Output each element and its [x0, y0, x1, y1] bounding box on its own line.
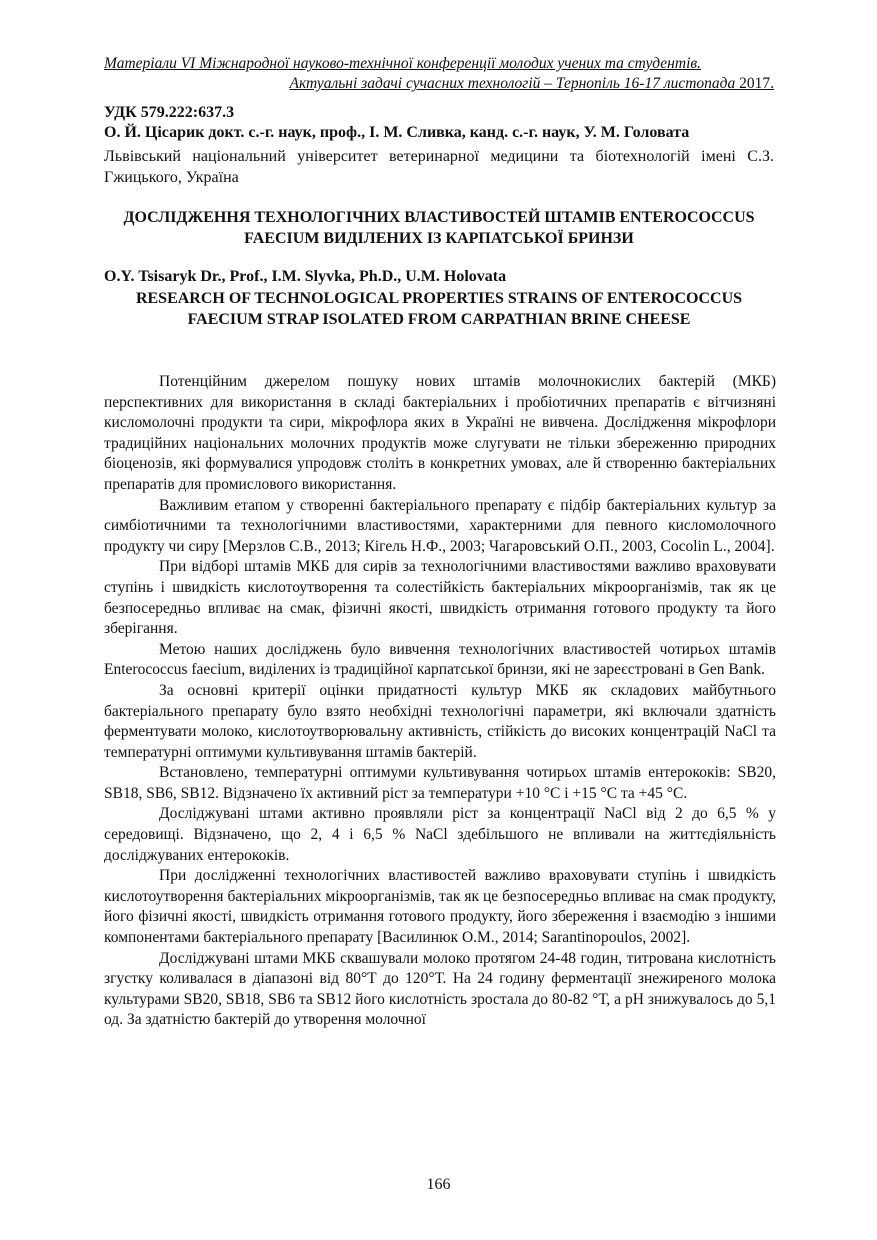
authors-english: O.Y. Tsisaryk Dr., Prof., I.M. Slyvka, Ph.D., U.M. Holovata [104, 268, 507, 285]
paragraph: Метою наших досліджень було вивчення технологічних властивостей чотирьох штамів Enterococcus faecium, виділених із традиційної карпатської бринзи, які не зареєстровані в Gen Bank. [104, 640, 776, 679]
article-body [104, 372, 776, 1031]
conference-header-line1: Матеріали VI Міжнародної науково-технічної конференції молодих учених та студентів. [104, 55, 701, 72]
conference-header-italic: Актуальні задачі сучасних технологій – Тернопіль 16-17 листопада [289, 75, 736, 92]
paragraph: Потенційним джерелом пошуку нових штамів молочнокислих бактерій (МКБ) перспективних для використання в складі бактеріальних і пробіотичних препаратів є вітчизняні кисломолочні продукти та сири, мікрофлора яких в Україні не вивчена. Дослідження мікрофлори традиційних національних молочних продуктів може слугувати не тільки збереженню природних біоценозів, які формувалися упродовж століть в конкретних умовах, але й створенню бактеріальних препаратів для промислового використання. [104, 373, 776, 493]
udc-code: УДК 579.222:637.3 [104, 104, 235, 121]
authors-ukrainian: О. Й. Цісарик докт. с.-г. наук, проф., І. М. Сливка, канд. с.-г. наук, У. М. Головата [104, 124, 690, 141]
paragraph: Важливим етапом у створенні бактеріального препарату є підбір бактеріальних культур за симбіотичними та технологічними властивостями, характерними для певного кисломолочного продукту чи сиру [Мерзлов С.В., 2013; Кігель Н.Ф., 2003; Чагаровський О.П., 2003, Cocolin L., 2004]. [104, 496, 776, 555]
conference-header-line2 [104, 74, 774, 94]
paragraph: За основні критерії оцінки придатності культур МКБ як складових майбутнього бактеріального препарату було взято необхідні технологічні параметри, які включали здатність ферментувати молоко, кислотоутворювальну активність, стійкість до високих концентрацій NaCl та температурні оптимуми культивування штамів бактерій. [104, 681, 776, 761]
paragraph: Досліджувані штами МКБ сквашували молоко протягом 24-48 годин, титрована кислотність згустку коливалася в діапазоні від 80°Т до 120°Т. На 24 годину ферментації знежиреного молока культурами SB20, SB18, SB6 та SB12 його кислотність зростала до 80-82 °Т, а pH знижувалось до 5,1 од. За здатністю бактерій до утворення молочної [104, 949, 776, 1029]
paragraph: Встановлено, температурні оптимуми культивування чотирьох штамів ентерококів: SB20, SB18, SB6, SB12. Відзначено їх активний ріст за температури +10 °C і +15 °C та +45 °C. [104, 764, 776, 802]
title-ukrainian: ДОСЛІДЖЕННЯ ТЕХНОЛОГІЧНИХ ВЛАСТИВОСТЕЙ ШТАМІВ ENTEROCOCCUS FAECIUM ВИДІЛЕНИХ ІЗ КАРПАТСЬКОЇ БРИНЗИ [123, 209, 755, 247]
title-english: RESEARCH OF TECHNOLOGICAL PROPERTIES STRAINS OF ENTEROCOCCUS FAECIUM STRAP ISOLATED FROM CARPATHIAN BRINE CHEESE [135, 290, 743, 328]
conference-year: 2017. [735, 75, 774, 92]
affiliation: Львівський національний університет ветеринарної медицини та біотехнологій імені С.З. Гжицького, Україна [104, 148, 774, 186]
paragraph: Досліджувані штами активно проявляли ріст за концентрації NaCl від 2 до 6,5 % у середовищі. Відзначено, що 2, 4 і 6,5 % NaCl здебільшого не впливали на життєдіяльність досліджуваних ентерококів. [104, 805, 776, 864]
paragraph: При дослідженні технологічних властивостей важливо враховувати ступінь і швидкість кислотоутворення бактеріальних мікроорганізмів, так як це безпосередньо впливає на смак продукту, його фізичні якості, швидкість отримання готового продукту, його збереження і взаємодію з іншими компонентами бактеріального препарату [Василинюк О.М., 2014; Sarantinopoulos, 2002]. [104, 867, 776, 947]
page-number: 166 [426, 1176, 451, 1193]
paragraph: При відборі штамів МКБ для сирів за технологічними властивостями важливо враховувати ступінь і швидкість кислотоутворення та солестійкість бактеріальних мікроорганізмів, так як це безпосередньо впливає на смак, фізичні якості, швидкість отримання готового продукту та його зберігання. [104, 558, 776, 638]
